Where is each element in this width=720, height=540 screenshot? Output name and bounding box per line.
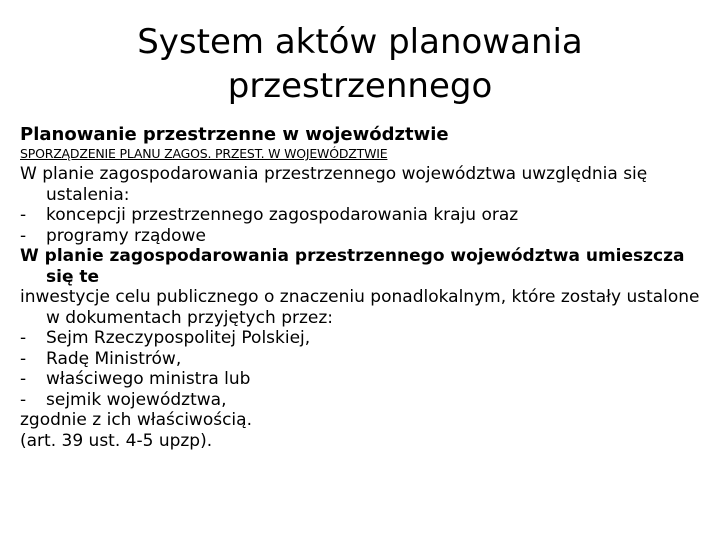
dash-bullet: - [20,205,27,225]
list-item-minister [20,369,710,390]
legal-citation: (art. 39 ust. 4-5 upzp). [20,430,213,451]
list-item-programy [20,226,710,247]
slide-title [60,20,660,108]
list-item-text: właściwego ministra lub [46,369,251,389]
dash-bullet: - [20,348,27,369]
caps-heading: SPORZĄDZENIE PLANU ZAGOS. PRZEST. W WOJEWÓDZTWIE [20,146,388,161]
title-line-2: przestrzennego [227,66,493,106]
list-item-sejmik [20,390,710,411]
list-item-text: koncepcji przestrzennego zagospodarowania kraju oraz [46,205,519,225]
list-item-sejm [20,328,710,349]
list-item-text: sejmik województwa, [46,389,227,410]
dash-bullet: - [20,225,27,246]
list-item-rada-ministrow [20,349,710,370]
paragraph-umieszcza: W planie zagospodarowania przestrzennego województwa umieszcza się te [20,246,685,287]
list-item-koncepcja [20,205,710,226]
paragraph-ustalenia: W planie zagospodarowania przestrzennego województwa uwzględnia się ustalenia: [20,164,648,205]
title-line-1: System aktów planowania [137,22,583,62]
closing-line: zgodnie z ich właściwością. [20,410,252,430]
slide-content [20,124,710,451]
list-item-text: programy rządowe [46,225,206,246]
section-subtitle: Planowanie przestrzenne w województwie [20,124,449,145]
paragraph-inwestycje: inwestycje celu publicznego o znaczeniu ponadlokalnym, które zostały ustalone w dokumentach przyjętych przez: [20,287,700,328]
dash-bullet: - [20,369,27,389]
list-item-text: Sejm Rzeczypospolitej Polskiej, [46,328,311,348]
dash-bullet: - [20,389,27,410]
list-item-text: Radę Ministrów, [46,348,182,369]
dash-bullet: - [20,328,27,348]
